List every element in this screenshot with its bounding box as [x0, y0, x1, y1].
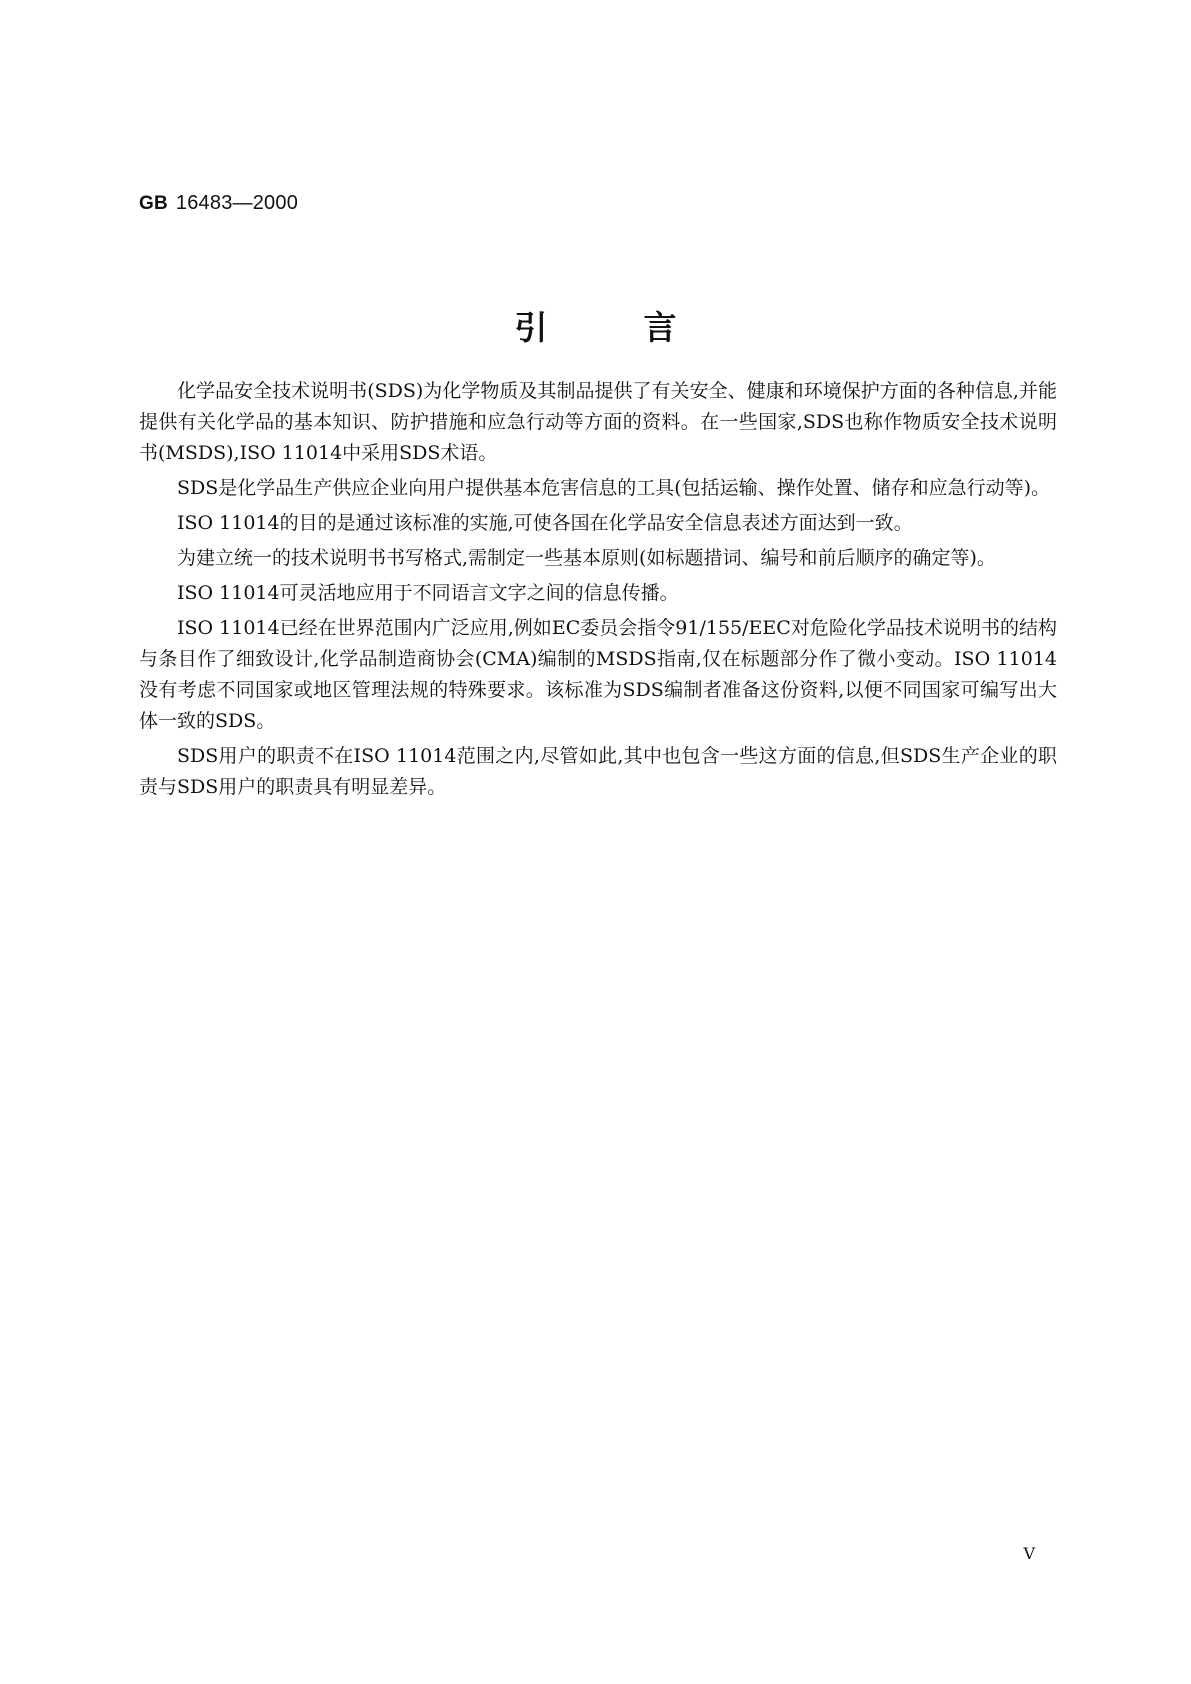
document-header	[139, 190, 298, 215]
body-text	[139, 376, 1057, 807]
paragraph: ISO 11014已经在世界范围内广泛应用,例如EC委员会指令91/155/EEC对危险化学品技术说明书的结构与条目作了细致设计,化学品制造商协会(CMA)编制的MSDS指南,仅在标题部分作了微小变动。ISO 11014没有考虑不同国家或地区管理法规的特殊要求。该标准为SDS编制者准备这份资料,以便不同国家可编写出大体一致的SDS。	[139, 617, 1057, 732]
paragraph: SDS用户的职责不在ISO 11014范围之内,尽管如此,其中也包含一些这方面的信息,但SDS生产企业的职责与SDS用户的职责具有明显差异。	[139, 745, 1057, 798]
paragraph: 为建立统一的技术说明书书写格式,需制定一些基本原则(如标题措词、编号和前后顺序的确定等)。	[177, 547, 996, 569]
paragraph: SDS是化学品生产供应企业向用户提供基本危害信息的工具(包括运输、操作处置、储存和应急行动等)。	[177, 477, 1051, 499]
standard-prefix: GB	[139, 193, 168, 214]
paragraph: ISO 11014可灵活地应用于不同语言文字之间的信息传播。	[177, 582, 679, 604]
standard-number: 16483—2000	[175, 192, 299, 214]
paragraph: 化学品安全技术说明书(SDS)为化学物质及其制品提供了有关安全、健康和环境保护方面的各种信息,并能提供有关化学品的基本知识、防护措施和应急行动等方面的资料。在一些国家,SDS也称作物质安全技术说明书(MSDS),ISO 11014中采用SDS术语。	[139, 380, 1057, 464]
page-title: 引言	[514, 308, 773, 347]
paragraph: ISO 11014的目的是通过该标准的实施,可使各国在化学品安全信息表述方面达到一致。	[177, 512, 913, 534]
page-number: V	[1023, 1544, 1035, 1563]
